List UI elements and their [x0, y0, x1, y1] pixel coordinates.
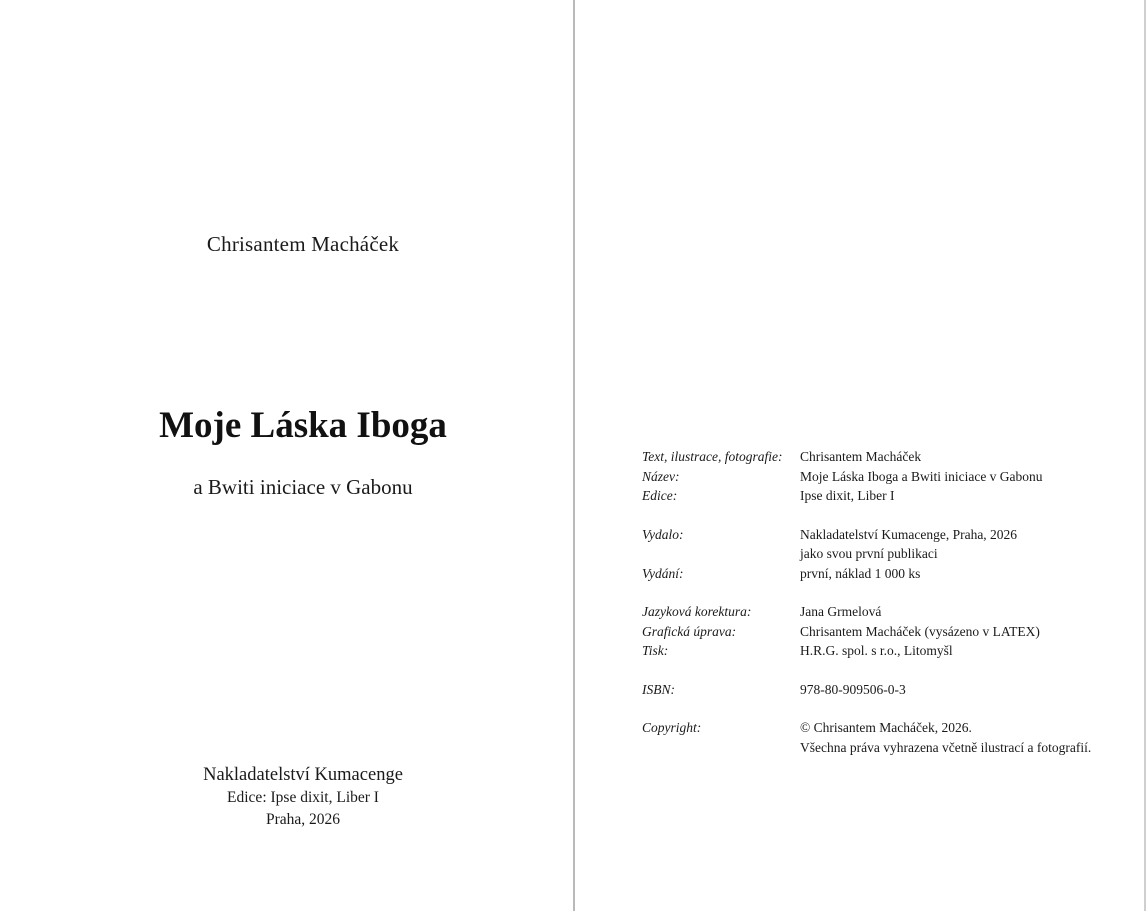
imprint-value: první, náklad 1 000 ks [800, 565, 921, 581]
imprint-row [642, 622, 1132, 642]
imprint-value: Nakladatelství Kumacenge, Praha, 2026 [800, 526, 1018, 542]
imprint-value: Jana Grmelová [800, 604, 882, 619]
imprint-row [642, 680, 1132, 700]
imprint-label: ISBN: [642, 681, 675, 697]
imprint-value: Moje Láska Iboga a Bwiti iniciace v Gabonu [800, 468, 1043, 484]
imprint-value: jako svou první publikaci [800, 546, 938, 561]
imprint-label: Text, ilustrace, fotografie: [642, 449, 783, 464]
imprint-row [642, 447, 1132, 467]
imprint-value: Chrisantem Macháček [800, 449, 922, 464]
book-author: Chrisantem Macháček [206, 232, 400, 256]
imprint-value: Chrisantem Macháček (vysázeno v LATEX) [800, 623, 1040, 639]
imprint-spacer [642, 661, 1132, 680]
imprint-value: Ipse dixit, Liber I [800, 488, 895, 503]
imprint-value: © Chrisantem Macháček, 2026. [800, 720, 972, 735]
imprint-label: Copyright: [642, 720, 702, 735]
book-title: Moje Láska Iboga [159, 405, 447, 446]
imprint-label: Název: [642, 468, 680, 484]
imprint-value: 978-80-909506-0-3 [800, 681, 906, 697]
imprint-row [642, 718, 1132, 738]
imprint-spacer [642, 583, 1132, 602]
imprint-row [642, 544, 1132, 564]
imprint-label: Grafická úprava: [642, 623, 737, 639]
book-subtitle: a Bwiti iniciace v Gabonu [193, 475, 413, 499]
imprint-label: Edice: [642, 488, 678, 503]
imprint-row [642, 641, 1132, 661]
publisher-edition: Edice: Ipse dixit, Liber I [227, 789, 379, 806]
imprint-label: Jazyková korektura: [642, 604, 752, 619]
publisher-place-year: Praha, 2026 [265, 811, 341, 828]
imprint-value: H.R.G. spol. s r.o., Litomyšl [800, 643, 953, 658]
imprint-block [642, 447, 1132, 757]
imprint-spacer [642, 699, 1132, 718]
imprint-label: Vydalo: [642, 526, 684, 542]
imprint-row [642, 525, 1132, 545]
imprint-row [642, 467, 1132, 487]
imprint-label: Tisk: [642, 643, 669, 658]
imprint-row [642, 564, 1132, 584]
imprint-value: Všechna práva vyhrazena včetně ilustrací a fotografií. [800, 739, 1092, 755]
imprint-spacer [642, 506, 1132, 525]
imprint-row [642, 738, 1132, 758]
imprint-row [642, 602, 1132, 622]
imprint-label: Vydání: [642, 565, 684, 581]
imprint-row [642, 486, 1132, 506]
publisher-name: Nakladatelství Kumacenge [203, 765, 403, 785]
